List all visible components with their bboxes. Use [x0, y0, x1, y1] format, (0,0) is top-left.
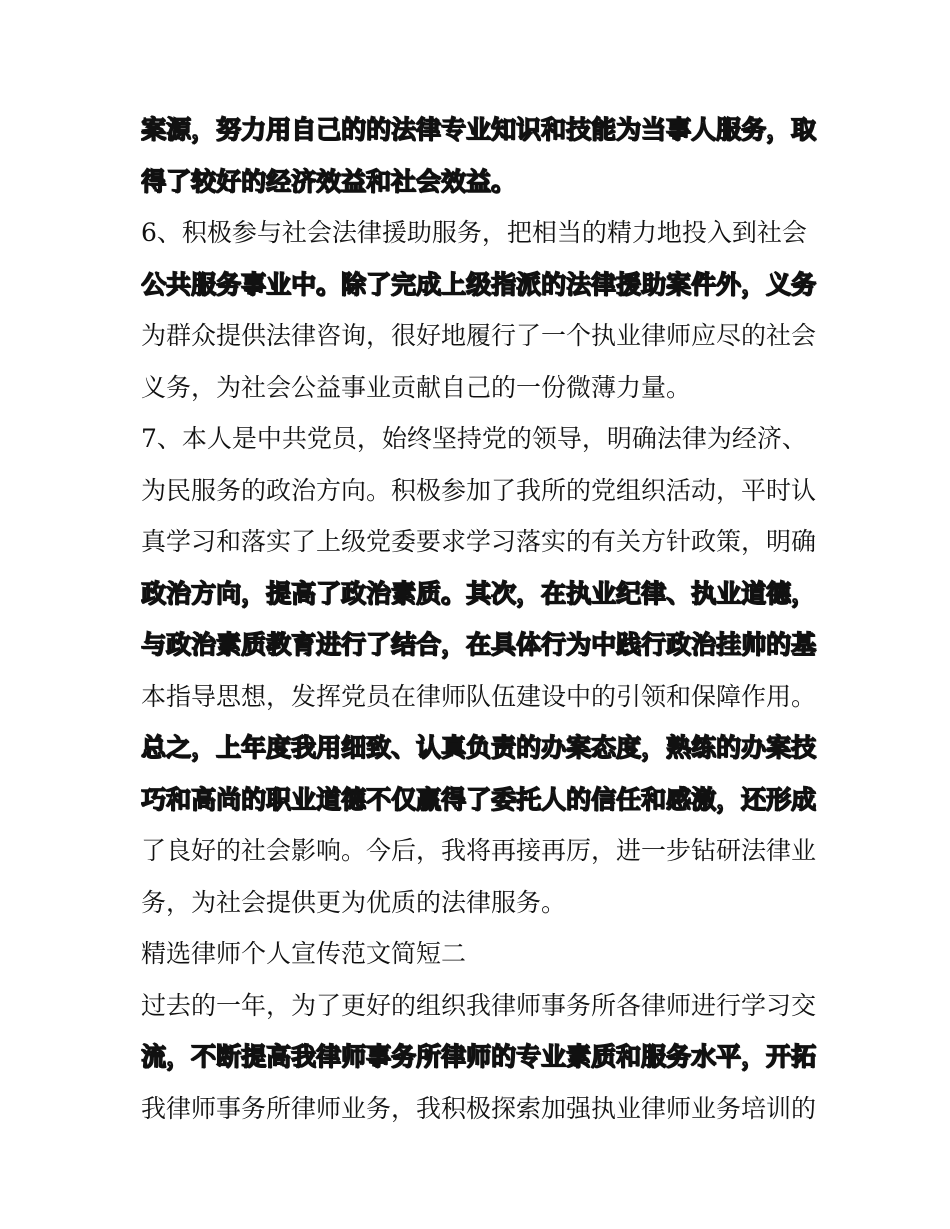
- text-line: 与政治素质教育进行了结合，在具体行为中践行政治挂帅的基: [141, 630, 817, 659]
- text-line: 7、本人是中共党员，始终坚持党的领导，明确法律为经济、: [141, 424, 807, 453]
- text-line: 了良好的社会影响。今后，我将再接再厉，进一步钻研法律业: [141, 836, 817, 865]
- text-line: 得了较好的经济效益和社会效益。: [141, 167, 517, 196]
- text-line: 义务，为社会公益事业贡献自己的一份微薄力量。: [141, 373, 692, 402]
- text-line: 巧和高尚的职业道德不仅赢得了委托人的信任和感激，还形成: [141, 785, 817, 814]
- text-line: 为群众提供法律咨询，很好地履行了一个执业律师应尽的社会: [141, 321, 817, 350]
- text-line: 6、积极参与社会法律援助服务，把相当的精力地投入到社会: [141, 218, 807, 247]
- text-line: 务，为社会提供更为优质的法律服务。: [141, 888, 567, 917]
- text-line: 过去的一年，为了更好的组织我律师事务所各律师进行学习交: [141, 991, 817, 1020]
- section-heading: 精选律师个人宣传范文简短二: [141, 939, 467, 968]
- text-line: 案源，努力用自己的的法律专业知识和技能为当事人服务，取: [141, 115, 817, 144]
- text-line: 总之，上年度我用细致、认真负责的办案态度，熟练的办案技: [141, 733, 817, 762]
- text-line: 真学习和落实了上级党委要求学习落实的有关方针政策，明确: [141, 527, 817, 556]
- text-line: 我律师事务所律师业务，我积极探索加强执业律师业务培训的: [141, 1094, 817, 1123]
- text-line: 本指导思想，发挥党员在律师队伍建设中的引领和保障作用。: [141, 682, 817, 711]
- text-line: 为民服务的政治方向。积极参加了我所的党组织活动，平时认: [141, 476, 817, 505]
- text-line: 政治方向，提高了政治素质。其次，在执业纪律、执业道德，: [141, 579, 817, 608]
- text-line: 流，不断提高我律师事务所律师的专业素质和服务水平，开拓: [141, 1042, 817, 1071]
- text-line: 公共服务事业中。除了完成上级指派的法律援助案件外，义务: [141, 270, 817, 299]
